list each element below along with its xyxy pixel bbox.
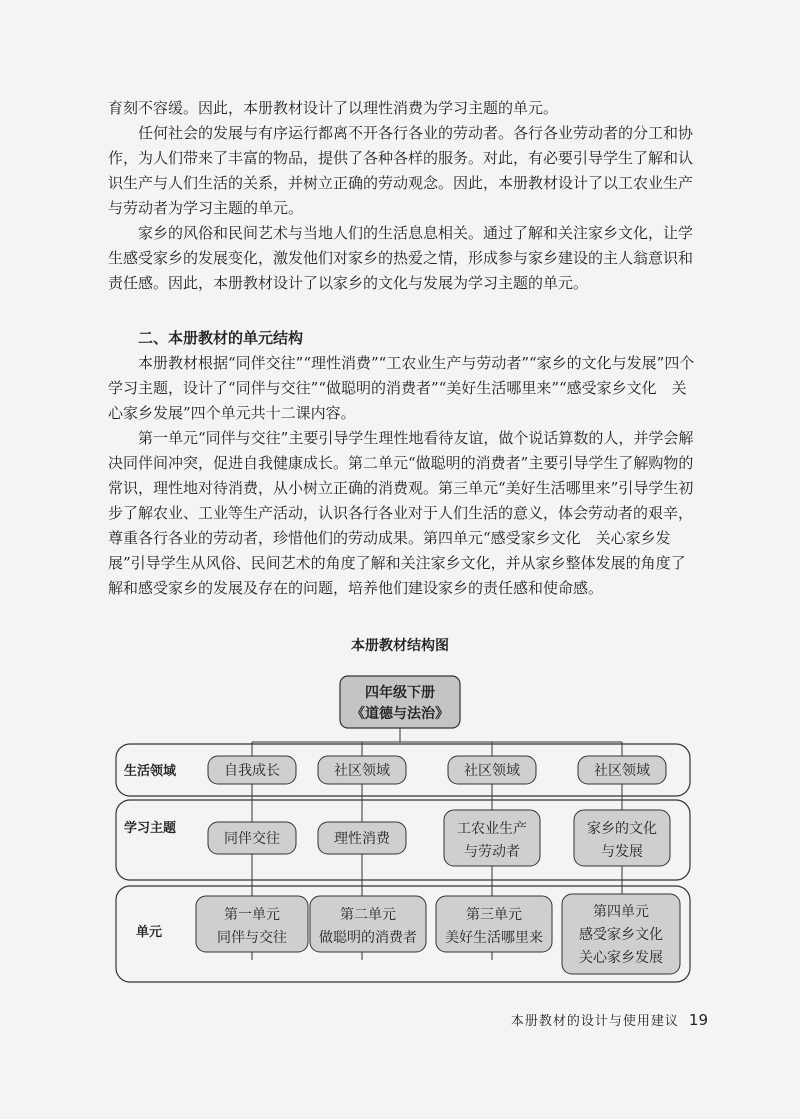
paragraph-2: 任何社会的发展与有序运行都离不开各行各业的劳动者。各行各业劳动者的分工和协作，为人们带来了丰富的物品，提供了各种各样的服务。对此，有必要引导学生了解和认识生产与人们生活的关系，并树立正确的劳动观念。因此，本册教材设计了以工农业生产与劳动者为学习主题的单元。 — [108, 124, 694, 217]
life-label-4: 社区领域 — [594, 763, 650, 779]
page-number: 19 — [688, 1011, 708, 1029]
theme-label-4a: 家乡的文化 — [587, 821, 657, 837]
unit-label-4a: 第四单元 — [593, 904, 649, 920]
section-paragraph-1: 本册教材根据“同伴交往”“理性消费”“工农业生产与劳动者”“家乡的文化与发展”四个学习主题，设计了“同伴与交往”“做聪明的消费者”“美好生活哪里来”“感受家乡文化 关心家乡发展”四个单元共十二课内容。 — [108, 354, 695, 422]
theme-label-3a: 工农业生产 — [457, 821, 527, 837]
life-label-3: 社区领域 — [464, 763, 520, 779]
unit-label-3b: 美好生活哪里来 — [445, 930, 543, 946]
theme-label-1: 同伴交往 — [224, 831, 280, 847]
band-label-theme: 学习主题 — [124, 821, 177, 836]
page-footer — [511, 1010, 708, 1029]
unit-label-3a: 第三单元 — [466, 907, 522, 923]
theme-label-3b: 与劳动者 — [464, 844, 520, 860]
footer-caption: 本册教材的设计与使用建议 — [510, 1014, 679, 1029]
root-line-1: 四年级下册 — [365, 685, 435, 701]
root-line-2: 《道德与法治》 — [351, 706, 449, 722]
unit-label-4c: 关心家乡发展 — [579, 950, 663, 966]
section-heading: 二、本册教材的单元结构 — [138, 329, 304, 347]
body-text — [108, 96, 698, 601]
paragraph-1: 育刻不容缓。因此，本册教材设计了以理性消费为学习主题的单元。 — [108, 99, 559, 117]
life-label-2: 社区领域 — [334, 763, 390, 779]
diagram-title: 本册教材结构图 — [351, 638, 449, 654]
theme-label-4b: 与发展 — [601, 844, 643, 860]
band-label-unit: 单元 — [136, 925, 163, 940]
paragraph-3: 家乡的风俗和民间艺术与当地人们的生活息息相关。通过了解和关注家乡文化，让学生感受家乡的发展变化，激发他们对家乡的热爱之情，形成参与家乡建设的主人翁意识和责任感。因此，本册教材设计了以家乡的文化与发展为学习主题的单元。 — [108, 224, 694, 292]
theme-label-2: 理性消费 — [334, 831, 390, 847]
unit-label-2a: 第二单元 — [340, 907, 396, 923]
structure-diagram — [0, 660, 800, 990]
band-label-life: 生活领域 — [124, 764, 177, 779]
unit-label-1a: 第一单元 — [224, 907, 280, 923]
life-label-1: 自我成长 — [224, 763, 280, 779]
unit-label-1b: 同伴与交往 — [217, 930, 287, 946]
unit-label-4b: 感受家乡文化 — [579, 927, 663, 943]
unit-label-2b: 做聪明的消费者 — [319, 930, 417, 946]
section-paragraph-2: 第一单元“同伴与交往”主要引导学生理性地看待友谊，做个说话算数的人，并学会解决同伴间冲突，促进自我健康成长。第二单元“做聪明的消费者”主要引导学生了解购物的常识，理性地对待消费，从小树立正确的消费观。第三单元“美好生活哪里来”引导学生初步了解农业、工业等生产活动，认识各行各业对于人们生活的意义，体会劳动者的艰辛，尊重各行各业的劳动者，珍惜他们的劳动成果。第四单元“感受家乡文化 关心家乡发展”引导学生从风俗、民间艺术的角度了解和关注家乡文化，并从家乡整体发展的角度了解和感受家乡的发展及存在的问题，培养他们建设家乡的责任感和使命感。 — [108, 429, 694, 597]
